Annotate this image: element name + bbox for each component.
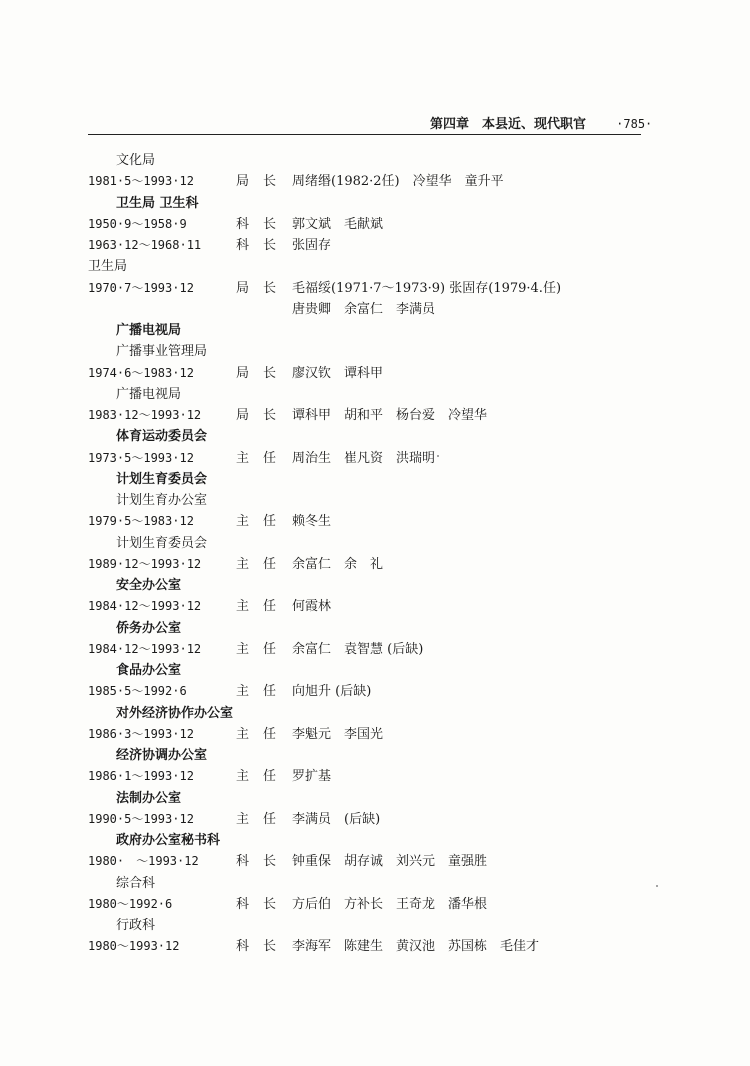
chapter-title: 第四章 本县近、现代职官	[430, 117, 587, 132]
unit-name: 法制办公室	[116, 790, 182, 806]
unit-name: 综合科	[116, 875, 156, 891]
unit-name: 广播事业管理局	[116, 344, 208, 360]
header-rule	[88, 134, 641, 135]
official-entry	[0, 681, 750, 702]
post-title: 主任	[236, 450, 291, 466]
post-title: 局长	[236, 365, 291, 381]
official-entry	[0, 936, 750, 957]
official-entry	[0, 405, 750, 426]
unit-name: 广播电视局	[116, 323, 182, 338]
term-dates: 1981·5～1993·12	[88, 174, 194, 189]
running-header	[430, 113, 652, 132]
official-names: 何霞林	[292, 599, 332, 615]
official-names: 钟重保 胡存诚 刘兴元 童强胜	[292, 854, 488, 870]
unit-name: 广播电视局	[116, 386, 182, 402]
official-entry	[0, 724, 750, 745]
unit-heading	[0, 873, 750, 894]
post-title: 科长	[236, 238, 291, 253]
term-dates: 1984·12～1993·12	[88, 641, 202, 656]
term-dates: 1970·7～1993·12	[88, 280, 194, 295]
term-dates: 1985·5～1992·6	[88, 684, 187, 699]
term-dates: 1980～1993·12	[88, 939, 180, 954]
post-title: 主任	[236, 599, 291, 615]
post-title: 主任	[236, 726, 291, 742]
term-dates: 1980～1992·6	[88, 896, 173, 911]
official-names: 李满员 (后缺)	[292, 811, 381, 827]
unit-heading	[0, 703, 750, 724]
unit-heading	[0, 193, 750, 214]
official-names: 周绪缗(1982·2任) 冷望华 童升平	[292, 174, 504, 190]
official-names: 谭科甲 胡和平 杨台爱 冷望华	[292, 408, 488, 423]
post-title: 局长	[236, 174, 291, 190]
official-names: 方后伯 方补长 王奇龙 潘华根	[292, 896, 488, 912]
official-names: 李海军 陈建生 黄汉池 苏国栋 毛佳才	[292, 939, 540, 955]
official-names: 罗扩基	[292, 769, 332, 785]
official-entry	[0, 278, 750, 299]
unit-heading	[0, 384, 750, 405]
post-title: 局长	[236, 408, 291, 423]
term-dates: 1983·12～1993·12	[88, 408, 202, 422]
official-entry	[0, 448, 750, 469]
unit-name: 行政科	[116, 918, 156, 933]
unit-heading	[0, 533, 750, 554]
unit-name: 安全办公室	[116, 578, 182, 593]
term-dates: 1990·5～1993·12	[88, 811, 194, 826]
page-number: ·785·	[616, 117, 653, 131]
official-names: 郭文斌 毛献斌	[292, 216, 384, 232]
official-entry	[0, 363, 750, 384]
unit-heading	[0, 320, 750, 341]
unit-name: 侨务办公室	[116, 620, 182, 636]
official-entry	[0, 851, 750, 872]
term-dates: 1963·12～1968·11	[88, 238, 202, 252]
unit-name: 经济协调办公室	[116, 748, 208, 763]
term-dates: 1974·6～1983·12	[88, 365, 194, 380]
official-entry	[0, 894, 750, 915]
unit-heading	[0, 490, 750, 511]
official-entry	[0, 511, 750, 532]
unit-name: 政府办公室秘书科	[116, 833, 221, 848]
unit-heading	[0, 788, 750, 809]
post-title: 局长	[236, 280, 291, 296]
term-dates: 1984·12～1993·12	[88, 599, 202, 614]
official-entry	[0, 171, 750, 192]
unit-name: 计划生育委员会	[116, 471, 208, 487]
post-title: 科长	[236, 216, 291, 232]
term-dates: 1989·12～1993·12	[88, 556, 202, 571]
post-title: 主任	[236, 684, 291, 700]
unit-name: 对外经济协作办公室	[116, 705, 234, 721]
post-title: 主任	[236, 769, 291, 785]
official-names: 向旭升 (后缺)	[292, 684, 372, 700]
post-title: 科长	[236, 939, 291, 955]
scan-speck	[437, 455, 439, 457]
official-entry	[0, 809, 750, 830]
official-names: 李魁元 李国光	[292, 726, 384, 742]
scan-speck	[656, 885, 658, 887]
official-entry-continued	[0, 299, 750, 320]
term-dates: 1950·9～1958·9	[88, 216, 187, 231]
unit-name: 食品办公室	[116, 663, 182, 678]
term-dates: 1980· ～1993·12	[88, 854, 199, 869]
official-names: 张固存	[292, 238, 332, 253]
official-entry	[0, 596, 750, 617]
unit-heading	[0, 660, 750, 681]
term-dates: 1979·5～1983·12	[88, 514, 194, 529]
unit-heading	[0, 426, 750, 447]
post-title: 主任	[236, 641, 291, 657]
unit-name: 卫生局	[88, 259, 128, 275]
official-entry	[0, 639, 750, 660]
unit-heading	[0, 618, 750, 639]
post-title: 科长	[236, 854, 291, 870]
term-dates: 1986·3～1993·12	[88, 726, 194, 741]
post-title: 主任	[236, 556, 291, 572]
unit-name: 文化局	[116, 153, 156, 168]
unit-name: 计划生育委员会	[116, 535, 208, 551]
unit-name: 卫生局 卫生科	[116, 195, 199, 211]
unit-heading	[0, 341, 750, 362]
unit-name: 体育运动委员会	[116, 429, 208, 445]
term-dates: 1986·1～1993·12	[88, 769, 194, 784]
official-names: 唐贵卿 余富仁 李满员	[292, 301, 436, 317]
unit-heading	[0, 150, 750, 171]
official-entry	[0, 554, 750, 575]
unit-heading	[0, 745, 750, 766]
official-names: 余富仁 余 礼	[292, 556, 384, 572]
unit-heading	[0, 915, 750, 936]
unit-heading	[0, 256, 750, 277]
official-names: 赖冬生	[292, 514, 332, 530]
unit-heading	[0, 830, 750, 851]
official-entry	[0, 235, 750, 256]
post-title: 科长	[236, 896, 291, 912]
official-names: 毛福绥(1971·7～1973·9) 张固存(1979·4.任)	[292, 280, 562, 296]
unit-name: 计划生育办公室	[116, 493, 208, 508]
post-title: 主任	[236, 811, 291, 827]
official-entry	[0, 766, 750, 787]
unit-heading	[0, 469, 750, 490]
official-entry	[0, 214, 750, 235]
unit-heading	[0, 575, 750, 596]
post-title: 主任	[236, 514, 291, 530]
official-names: 廖汉钦 谭科甲	[292, 365, 384, 381]
official-names: 周治生 崔凡资 洪瑞明	[292, 450, 436, 466]
term-dates: 1973·5～1993·12	[88, 450, 194, 465]
official-names: 余富仁 袁智慧 (后缺)	[292, 641, 424, 657]
